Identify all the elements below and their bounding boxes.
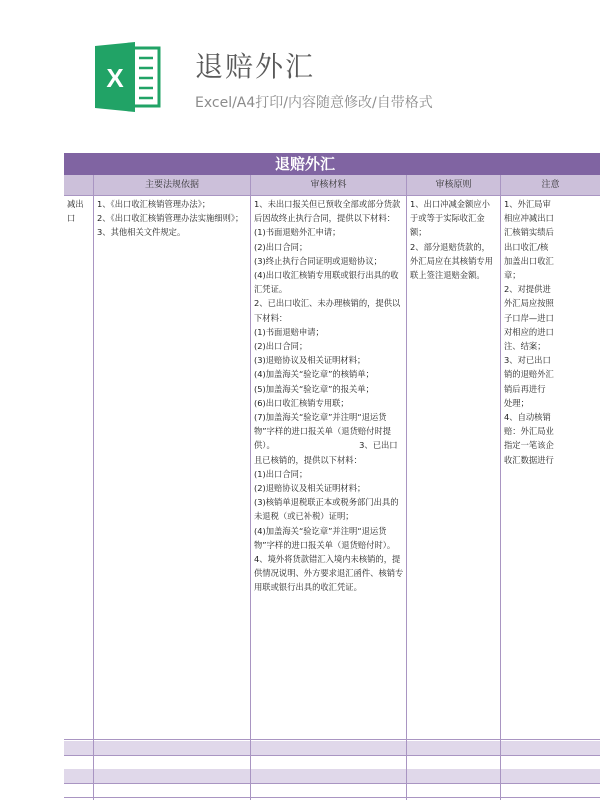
grid-line (93, 175, 94, 800)
grid-line (64, 739, 600, 740)
table-cell[interactable] (64, 195, 94, 739)
excel-logo-icon (93, 42, 163, 112)
table-cell[interactable] (94, 195, 251, 739)
cell-text: 1、外汇局审 相应冲减出口 汇核销实绩后 出口收汇/核 加盖出口收汇 章； 2、对提供进 外汇局应按照 子口岸—进口 对相应的进口 注、结案； 3、对已出口 销的退赔外汇 销后再进行 处理； 4、自动核销 赔：外汇局业 指定一笔该企 收汇数据进行 (504, 199, 554, 465)
grid-line (250, 175, 251, 800)
sheet-title-bar (64, 153, 600, 175)
sheet-title: 退赔外汇 (274, 155, 335, 173)
cell-text: 1、出口冲减金额应小于或等于实际收汇金额； 2、部分退赔货款的，外汇局应在其核销专用联上签注退赔金额。 (410, 199, 493, 281)
table-cell[interactable] (407, 195, 501, 739)
spreadsheet (64, 153, 600, 800)
cell-text: 1、未出口报关但已预收全部或部分货款后因故终止执行合同，提供以下材料： (1)书面退赔外汇申请； (2)出口合同； (3)终止执行合同证明或退赔协议； (4)出口收汇核销专用联或银行出具的收汇凭证。 2、已出口收汇、未办理核销的，提供以下材料： (1)书面退赔申请； (2)出口合同； (3)退赔协议及相关证明材料； (4)加盖海关“验讫章”的核销单； (5)加盖海关“验讫章”的报关单； (6)出口收汇核销专用联； (7)加盖海关“验讫章”并注明“退运货物”字样的进口报关单（退货赔付时提供）。 3、已出口且已核销的，提供以下材料： (1)出口合同； (2)退赔协议及相关证明材料； (3)核销单退税联正本或税务部门出具的未退税（或已补税）证明； (4)加盖海关“验讫章”并注明“退运货物”字样的进口报关单（退货赔付时）。 4、境外将货款错汇入境内未核销的，提供情况说明、外方要求退汇函件、核销专用联或银行出具的收汇凭证。 (254, 199, 404, 593)
cell-text: 1、《出口收汇核销管理办法》； 2、《出口收汇核销管理办法实施细则》； 3、其他相关文件规定。 (97, 199, 244, 238)
grid-line (64, 755, 600, 756)
header (0, 0, 600, 150)
table-cell[interactable] (501, 195, 600, 739)
empty-row[interactable] (64, 769, 600, 783)
column-header-notes[interactable]: 注意 (501, 175, 600, 195)
logo-letter: X (106, 63, 124, 93)
grid-line (406, 175, 407, 800)
column-header-regulations[interactable]: 主要法规依据 (94, 175, 250, 195)
table-cell[interactable] (251, 195, 407, 739)
column-header-materials[interactable]: 审核材料 (251, 175, 406, 195)
grid-line (500, 175, 501, 800)
cell-text: 减出口 (67, 199, 84, 224)
column-header-0[interactable] (64, 175, 93, 195)
page-subtitle: Excel/A4打印/内容随意修改/自带格式 (195, 95, 433, 111)
grid-line (64, 195, 600, 196)
grid-line (64, 783, 600, 784)
column-header-principles[interactable]: 审核原则 (407, 175, 500, 195)
page-title: 退赔外汇 (195, 50, 316, 83)
empty-row[interactable] (64, 741, 600, 755)
grid-line (64, 797, 600, 798)
